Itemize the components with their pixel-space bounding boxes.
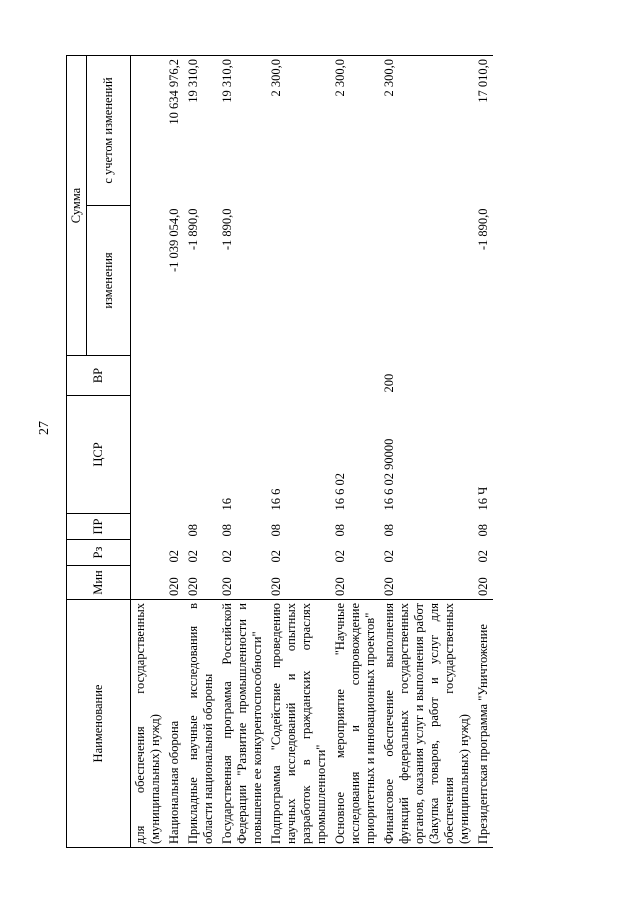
cell-changes: -1 039 054,0 — [167, 208, 181, 273]
cell-name: Прикладные научные исследования в области национальной обороны — [184, 600, 218, 848]
cell-name: Государственная программа Российской Федерации "Развитие промышленности и повышение ее конкурентоспособности" — [218, 600, 267, 848]
table-row — [380, 56, 474, 848]
cell-min: 020 — [220, 577, 234, 596]
cell-vr — [218, 356, 267, 396]
cell-changes — [267, 206, 331, 356]
table-row — [165, 56, 184, 848]
budget-table-rotated — [66, 56, 596, 848]
cell-total: 2 300,0 — [267, 56, 331, 206]
cell-min: 020 — [186, 577, 200, 596]
cell-vr — [184, 356, 218, 396]
cell-total: 10 634 976,2 — [165, 56, 184, 206]
cell-rz — [131, 540, 166, 566]
cell-rz: 02 — [476, 550, 490, 563]
cell-changes — [131, 206, 166, 356]
cell-csr — [131, 396, 166, 514]
cell-pr: 08 — [269, 524, 283, 537]
header-rz: Рз — [67, 540, 131, 566]
cell-name: Финансовое обеспечение выполнения функций федеральных государственных органов, оказания услуг и выполнения работ (Закупка товаров, работ и услуг для обеспечения государственных (муниципальных) нужд) — [380, 600, 474, 848]
table-row — [474, 56, 493, 848]
cell-min: 020 — [269, 577, 283, 596]
cell-total: 2 300,0 — [331, 56, 380, 206]
cell-changes: -1 890,0 — [476, 208, 490, 251]
cell-pr: 08 — [382, 524, 396, 537]
header-pr: ПР — [67, 514, 131, 540]
header-sum: Сумма — [67, 56, 87, 356]
cell-rz: 02 — [382, 550, 396, 563]
cell-name: Президентская программа "Уничтожение — [474, 600, 493, 848]
table-row — [331, 56, 380, 848]
cell-vr — [131, 356, 166, 396]
cell-total: 17 010,0 — [474, 56, 493, 206]
cell-csr: 16 6 02 90000 — [382, 438, 396, 511]
cell-min: 020 — [167, 577, 181, 596]
cell-vr — [267, 356, 331, 396]
cell-min: 020 — [333, 577, 347, 596]
cell-total: 19 310,0 — [218, 56, 267, 206]
table-row — [218, 56, 267, 848]
cell-vr: 200 — [382, 373, 396, 393]
cell-rz: 02 — [269, 550, 283, 563]
budget-table — [66, 55, 493, 848]
cell-total: 2 300,0 — [380, 56, 474, 206]
cell-min: 020 — [476, 577, 490, 596]
cell-pr: 08 — [476, 524, 490, 537]
cell-pr: 08 — [220, 524, 234, 537]
header-csr: ЦСР — [67, 396, 131, 514]
cell-name: Подпрограмма "Содействие проведению научных исследований и опытных разработок в гражданских отраслях промышленности" — [267, 600, 331, 848]
cell-rz: 02 — [333, 550, 347, 563]
cell-changes: -1 890,0 — [186, 208, 200, 251]
cell-csr: 16 Ч — [476, 486, 490, 511]
cell-min — [131, 566, 166, 600]
cell-rz: 02 — [167, 550, 181, 563]
cell-changes — [331, 206, 380, 356]
cell-pr: 08 — [186, 524, 200, 537]
cell-rz: 02 — [186, 550, 200, 563]
table-row — [267, 56, 331, 848]
cell-csr: 16 6 — [269, 488, 283, 511]
cell-changes: -1 890,0 — [220, 208, 234, 251]
cell-changes — [380, 206, 474, 356]
cell-pr — [165, 514, 184, 540]
cell-pr — [131, 514, 166, 540]
page-number: 27 — [37, 421, 52, 435]
header-changes: изменения — [87, 206, 131, 356]
cell-total: 19 310,0 — [184, 56, 218, 206]
cell-vr — [331, 356, 380, 396]
cell-csr: 16 6 02 — [333, 473, 347, 511]
cell-name: Национальная оборона — [165, 600, 184, 848]
header-min: Мин — [67, 566, 131, 600]
cell-pr: 08 — [333, 524, 347, 537]
cell-min: 020 — [382, 577, 396, 596]
header-with-changes: с учетом изменений — [87, 56, 131, 206]
table-row — [184, 56, 218, 848]
table-row — [131, 56, 166, 848]
cell-vr — [474, 356, 493, 396]
cell-name: для обеспечения государственных (муниципальных) нужд) — [131, 600, 166, 848]
cell-csr — [165, 396, 184, 514]
cell-name: Основное мероприятие "Научные исследования и сопровождение приоритетных и инновационных проектов" — [331, 600, 380, 848]
cell-csr — [184, 396, 218, 514]
cell-total — [131, 56, 166, 206]
cell-rz: 02 — [220, 550, 234, 563]
header-name: Наименование — [67, 600, 131, 848]
cell-csr: 16 — [220, 498, 234, 511]
cell-vr — [165, 356, 184, 396]
header-vr: ВР — [67, 356, 131, 396]
